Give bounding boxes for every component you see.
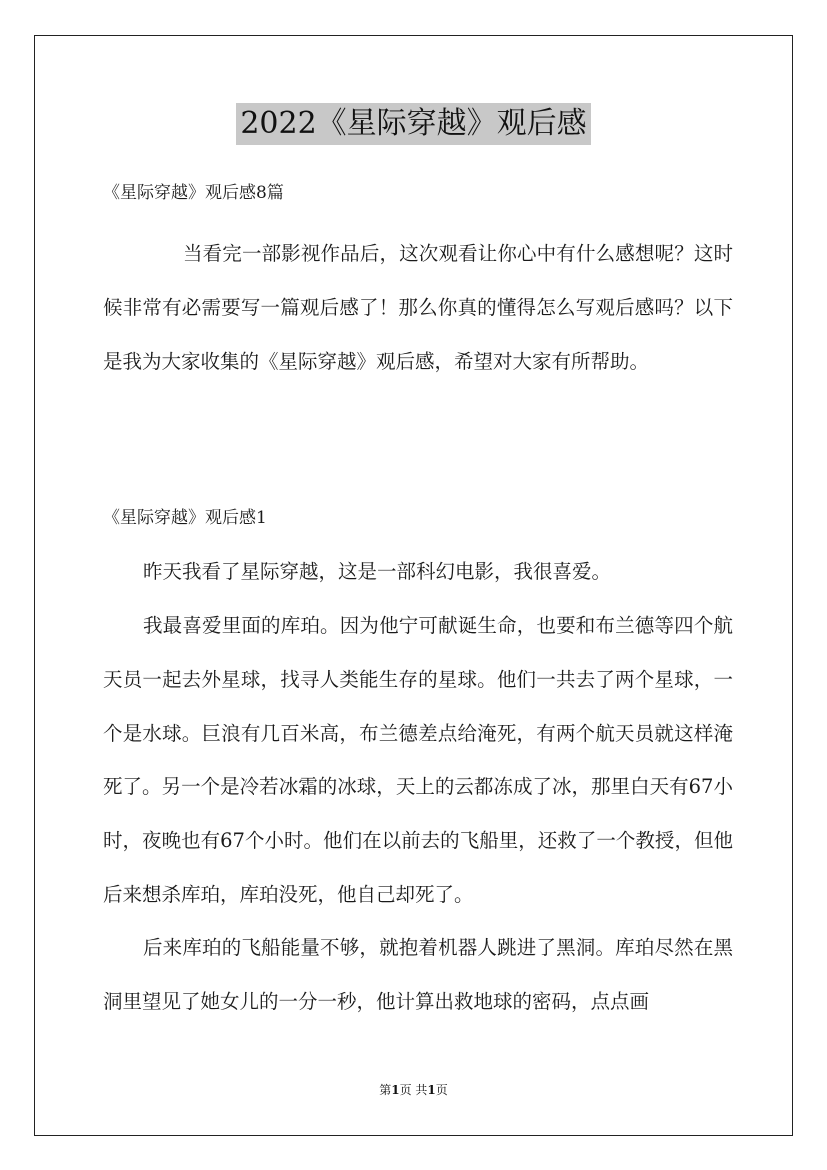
body-paragraph: 昨天我看了星际穿越，这是一部科幻电影，我很喜爱。: [143, 560, 612, 583]
body-paragraph: 我最喜爱里面的库珀。因为他宁可献诞生命，也要和布兰德等四个航天员一起去外星球，找寻人类能生存的星球。他们一共去了两个星球，一个是水球。巨浪有几百米高，布兰德差点给淹死，有两个航天员就这样淹死了。另一个是冷若冰霜的冰球，天上的云都冻成了冰，那里白天有67小时，夜晚也有67个小时。他们在以前去的飞船里，还救了一个教授，但他后来想杀库珀，库珀没死，他自己却死了。: [103, 614, 733, 906]
page-suffix: 页 共: [399, 1083, 428, 1097]
intro-paragraph: 当看完一部影视作品后，这次观看让你心中有什么感想呢？这时候非常有必需要写一篇观后感了！那么你真的懂得怎么写观后感吗？以下是我为大家收集的《星际穿越》观后感，希望对大家有所帮助。: [103, 242, 733, 373]
page-number: 1: [391, 1083, 400, 1097]
page-prefix: 第: [379, 1083, 392, 1097]
page-footer: [0, 1082, 827, 1098]
total-pages: 1: [427, 1083, 436, 1097]
document-subtitle: 《星际穿越》观后感8篇: [103, 183, 284, 203]
total-suffix: 页: [435, 1083, 448, 1097]
section-heading: 《星际穿越》观后感1: [103, 508, 267, 528]
document-title-block: [0, 103, 827, 145]
body-paragraph: 后来库珀的飞船能量不够，就抱着机器人跳进了黑洞。库珀尽然在黑洞里望见了她女儿的一分一秒，他计算出救地球的密码，点点画: [103, 936, 733, 1013]
document-title: 2022《星际穿越》观后感: [236, 103, 590, 145]
